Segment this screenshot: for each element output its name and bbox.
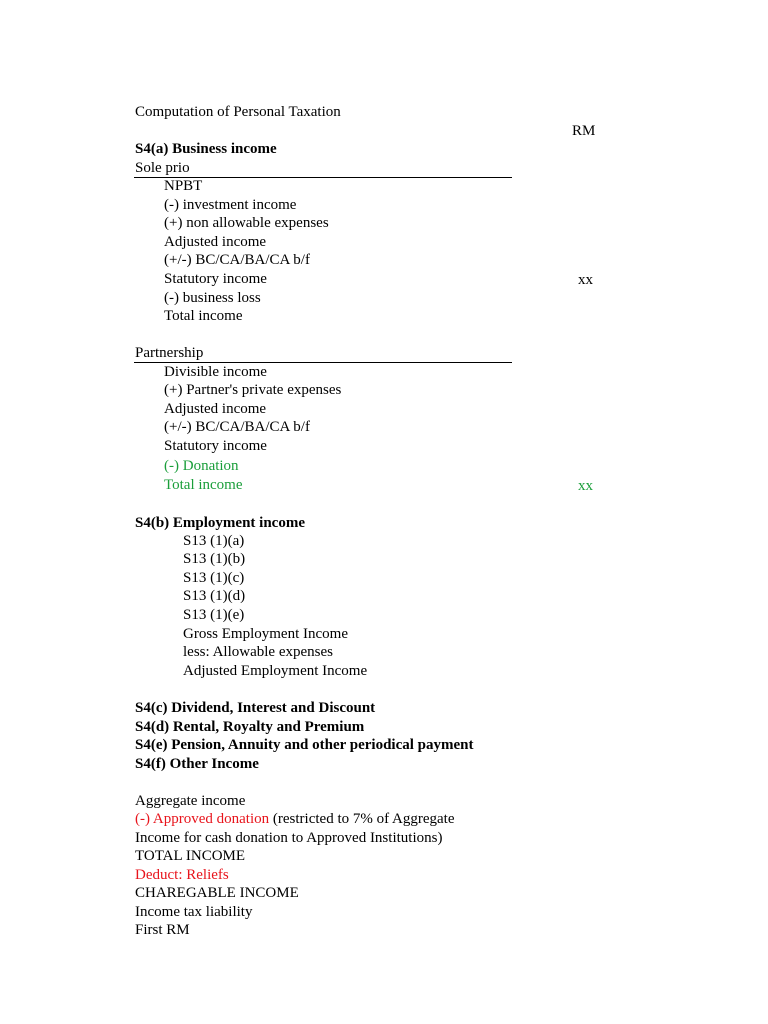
section-heading-dividend: S4(c) Dividend, Interest and Discount [135,700,376,716]
deduct-reliefs: Deduct: Reliefs [135,867,229,883]
list-item: (+) Partner's private expenses [164,382,342,398]
list-item: Divisible income [164,364,267,380]
list-item: S13 (1)(b) [183,551,246,567]
list-item: Adjusted Employment Income [183,663,368,679]
list-item: (-) business loss [164,290,261,306]
section-heading-other: S4(f) Other Income [135,756,259,772]
aggregate-income: Aggregate income [135,793,246,809]
list-item: S13 (1)(d) [183,588,246,604]
approved-donation-note: (restricted to 7% of Aggregate [269,811,455,827]
partnership-total-income: Total income [164,477,243,493]
section-heading-employment: S4(b) Employment income [135,515,305,531]
list-item: (+/-) BC/CA/BA/CA b/f [164,419,310,435]
section-heading-rental: S4(d) Rental, Royalty and Premium [135,719,365,735]
section-heading-pension: S4(e) Pension, Annuity and other periodical payment [135,737,474,753]
approved-donation-label: (-) Approved donation [135,811,270,827]
list-item: Gross Employment Income [183,626,348,642]
list-item: Statutory income [164,438,267,454]
list-item: Total income [164,308,243,324]
currency-header: RM [572,123,596,139]
list-item: Adjusted income [164,401,267,417]
list-item: (-) investment income [164,197,297,213]
list-item: Adjusted income [164,234,267,250]
statutory-value: xx [578,272,593,288]
list-item: (+/-) BC/CA/BA/CA b/f [164,252,310,268]
approved-donation-note-cont: Income for cash donation to Approved Institutions) [135,830,443,846]
list-item: NPBT [164,178,203,194]
partnership-total-value: xx [578,478,593,494]
approved-donation-line [135,810,455,828]
list-item: S13 (1)(a) [183,533,245,549]
list-item: less: Allowable expenses [183,644,333,660]
total-income: TOTAL INCOME [135,848,246,864]
list-item: (+) non allowable expenses [164,215,329,231]
partnership-label: Partnership [135,345,204,361]
page-title: Computation of Personal Taxation [135,104,341,120]
list-item: S13 (1)(e) [183,607,245,623]
donation-line: (-) Donation [164,458,239,474]
list-item: S13 (1)(c) [183,570,245,586]
income-tax-liability: Income tax liability [135,904,253,920]
list-item: Statutory income [164,271,267,287]
sole-prop-label: Sole prio [135,160,190,176]
chargeable-income: CHAREGABLE INCOME [135,885,299,901]
first-rm: First RM [135,922,190,938]
section-heading-business: S4(a) Business income [135,141,277,157]
